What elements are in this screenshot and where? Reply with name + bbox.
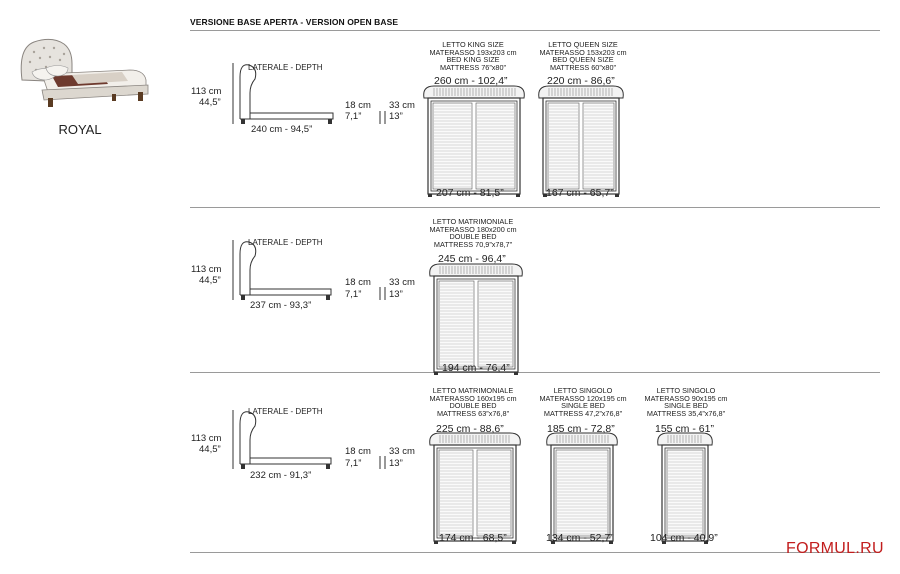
depth-dimension: 237 cm - 93,3” bbox=[250, 300, 312, 311]
bed-leg bbox=[241, 119, 245, 124]
bed-leg bbox=[615, 194, 619, 197]
bed-spec: LETTO SINGOLO MATERASSO 120x195 cm SINGLE BED MATTRESS 47,2”x76,8” bbox=[539, 386, 627, 418]
slat-panel bbox=[667, 450, 703, 536]
bed-leg bbox=[241, 464, 245, 469]
height-in: 44,5” bbox=[199, 444, 221, 455]
height-in: 44,5” bbox=[199, 275, 221, 286]
side-label: LATERALE - DEPTH bbox=[248, 63, 323, 72]
bed-base-profile bbox=[250, 289, 331, 295]
side-label: LATERALE - DEPTH bbox=[248, 238, 323, 247]
height-cm: 113 cm bbox=[191, 264, 222, 275]
bed-width: 185 cm - 72,8” bbox=[547, 423, 615, 435]
height-cm: 113 cm bbox=[191, 86, 222, 97]
bed-leg bbox=[328, 119, 332, 124]
base-height-cm: 33 cm bbox=[389, 277, 415, 288]
depth-dimension: 232 cm - 91,3” bbox=[250, 470, 312, 481]
base-height-in: 13” bbox=[389, 289, 403, 300]
bed-leg bbox=[516, 194, 520, 197]
base-height-cm: 33 cm bbox=[389, 100, 415, 111]
section-title: VERSIONE BASE APERTA - VERSION OPEN BASE bbox=[190, 17, 399, 27]
bed-spec: LETTO MATRIMONIALE MATERASSO 180x200 cm DOUBLE BED MATTRESS 70,9”x78,7” bbox=[429, 217, 517, 249]
bed-leg bbox=[326, 464, 330, 469]
bed-top-view-icon bbox=[539, 86, 624, 98]
bed-length: 134 cm - 52,7” bbox=[546, 532, 614, 544]
side-label: LATERALE - DEPTH bbox=[248, 407, 323, 416]
product-name: ROYAL bbox=[58, 122, 102, 137]
bed-length: 207 cm - 81,5” bbox=[436, 187, 504, 199]
base-height-in: 13” bbox=[389, 458, 403, 469]
bed-length: 167 cm - 65,7” bbox=[546, 187, 614, 199]
bed-leg bbox=[434, 372, 438, 375]
bed-base-profile bbox=[250, 458, 331, 464]
leg-height-cm: 18 cm bbox=[345, 100, 371, 111]
leg-height-in: 7,1” bbox=[345, 289, 362, 300]
bed-leg bbox=[434, 541, 438, 544]
bed-width: 155 cm - 61” bbox=[655, 423, 714, 435]
slat-panel bbox=[556, 450, 608, 536]
leg-height-cm: 18 cm bbox=[345, 277, 371, 288]
headboard-profile-icon bbox=[240, 242, 256, 295]
bed-width: 225 cm - 88,6” bbox=[436, 423, 504, 435]
brand-watermark: FORMUL.RU bbox=[786, 540, 884, 557]
bed-leg bbox=[428, 194, 432, 197]
bed-base-profile bbox=[250, 113, 333, 119]
depth-dimension: 240 cm - 94,5” bbox=[251, 124, 313, 135]
bed-leg bbox=[512, 541, 516, 544]
slat-panel bbox=[477, 450, 511, 536]
slat-panel bbox=[583, 103, 614, 189]
slat-panel bbox=[439, 450, 473, 536]
slat-panel bbox=[439, 281, 474, 367]
base-height-in: 13” bbox=[389, 111, 403, 122]
slat-panel bbox=[476, 103, 515, 189]
leg-height-in: 7,1” bbox=[345, 111, 362, 122]
bed-leg bbox=[514, 372, 518, 375]
bed-length: 194 cm - 76,4” bbox=[442, 362, 510, 374]
bed-spec: LETTO MATRIMONIALE MATERASSO 160x195 cm DOUBLE BED MATTRESS 63”x76,8” bbox=[429, 386, 517, 418]
slat-panel bbox=[433, 103, 472, 189]
slat-panel bbox=[478, 281, 513, 367]
bed-length: 104 cm - 40,9” bbox=[650, 532, 718, 544]
headboard-profile-icon bbox=[240, 412, 256, 464]
bed-width: 245 cm - 96,4” bbox=[438, 253, 506, 265]
bed-spec: LETTO QUEEN SIZE MATERASSO 153x203 cm BED QUEEN SIZE MATTRESS 60”x80” bbox=[539, 40, 627, 72]
bed-spec: LETTO SINGOLO MATERASSO 90x195 cm SINGLE BED MATTRESS 35,4”x76,8” bbox=[644, 386, 728, 418]
bed-leg bbox=[241, 295, 245, 300]
bed-spec: LETTO KING SIZE MATERASSO 193x203 cm BED KING SIZE MATTRESS 76”x80” bbox=[429, 40, 517, 72]
bed-width: 260 cm - 102,4” bbox=[434, 75, 508, 87]
base-height-cm: 33 cm bbox=[389, 446, 415, 457]
bed-length: 174 cm - 68,5” bbox=[439, 532, 507, 544]
leg-height-in: 7,1” bbox=[345, 458, 362, 469]
bed-leg bbox=[326, 295, 330, 300]
bed-width: 220 cm - 86,6” bbox=[547, 75, 615, 87]
slat-panel bbox=[548, 103, 579, 189]
leg-height-cm: 18 cm bbox=[345, 446, 371, 457]
height-in: 44,5” bbox=[199, 97, 221, 108]
height-cm: 113 cm bbox=[191, 433, 222, 444]
